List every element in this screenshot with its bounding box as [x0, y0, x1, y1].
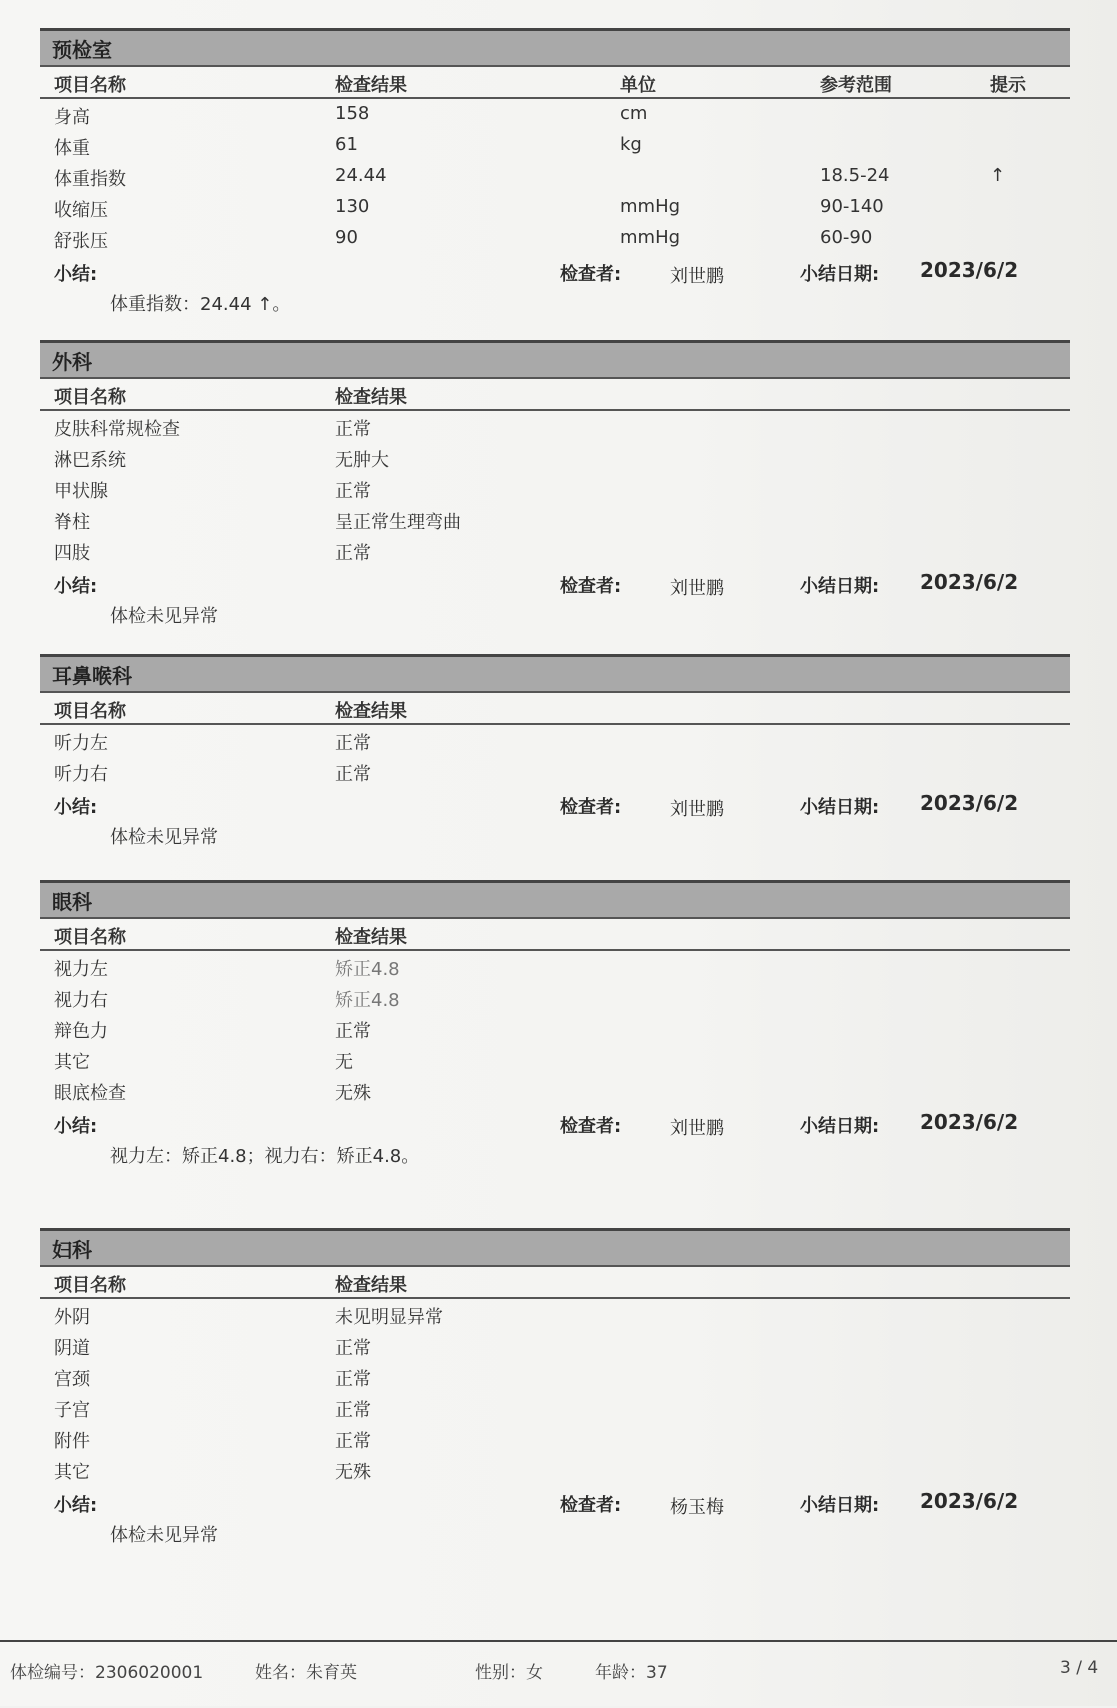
examiner-label: 检查者: [560, 264, 622, 285]
header-name: 项目名称 [54, 701, 126, 722]
table-row [40, 192, 1070, 223]
summary-block [40, 1485, 1070, 1549]
item-name: 收缩压 [54, 200, 108, 221]
item-result: 130 [335, 196, 370, 217]
item-name: 其它 [54, 1462, 90, 1483]
header-result: 检查结果 [335, 387, 407, 408]
item-name: 视力右 [54, 990, 108, 1011]
item-result: 正常 [335, 1021, 371, 1042]
item-result: 未见明显异常 [335, 1307, 443, 1328]
item-name: 阴道 [54, 1338, 90, 1359]
summary-date: 2023/6/2 [920, 1110, 1019, 1134]
date-label: 小结日期: [800, 1116, 880, 1137]
examiner-name: 杨玉梅 [670, 1497, 724, 1518]
patient-gender: 性别：女 [475, 1663, 543, 1683]
section-eye [40, 880, 1070, 1170]
patient-age: 年龄：37 [595, 1663, 668, 1683]
table-row [40, 442, 1070, 473]
date-label: 小结日期: [800, 576, 880, 597]
table-row [40, 1361, 1070, 1392]
item-result: 正常 [335, 419, 371, 440]
item-name: 其它 [54, 1052, 90, 1073]
item-result: 正常 [335, 1338, 371, 1359]
column-headers [40, 379, 1070, 411]
summary-block [40, 787, 1070, 851]
section-title: 预检室 [40, 28, 1070, 67]
item-name: 淋巴系统 [54, 450, 126, 471]
table-row [40, 223, 1070, 254]
item-name: 辩色力 [54, 1021, 108, 1042]
item-name: 眼底检查 [54, 1083, 126, 1104]
table-row [40, 951, 1070, 982]
item-result: 无肿大 [335, 450, 389, 471]
item-unit: kg [620, 134, 642, 155]
table-row [40, 1330, 1070, 1361]
summary-label: 小结: [54, 797, 98, 818]
summary-label: 小结: [54, 576, 98, 597]
item-name: 甲状腺 [54, 481, 108, 502]
item-result: 正常 [335, 764, 371, 785]
summary-text: 体检未见异常 [110, 827, 218, 848]
item-result: 90 [335, 227, 358, 248]
table-row [40, 161, 1070, 192]
item-name: 附件 [54, 1431, 90, 1452]
column-headers [40, 919, 1070, 951]
item-name: 听力左 [54, 733, 108, 754]
item-result: 正常 [335, 1369, 371, 1390]
summary-date: 2023/6/2 [920, 791, 1019, 815]
table-row [40, 411, 1070, 442]
item-result: 无 [335, 1052, 353, 1073]
header-name: 项目名称 [54, 75, 126, 96]
section-title: 耳鼻喉科 [40, 654, 1070, 693]
item-name: 体重指数 [54, 169, 126, 190]
item-result: 正常 [335, 481, 371, 502]
item-unit: mmHg [620, 227, 681, 248]
item-name: 舒张压 [54, 231, 108, 252]
item-result: 矫正4.8 [335, 990, 400, 1011]
section-title: 外科 [40, 340, 1070, 379]
summary-label: 小结: [54, 264, 98, 285]
item-unit: mmHg [620, 196, 681, 217]
examiner-name: 刘世鹏 [670, 578, 724, 599]
item-result: 呈正常生理弯曲 [335, 512, 461, 533]
examiner-label: 检查者: [560, 1116, 622, 1137]
table-row [40, 756, 1070, 787]
item-name: 身高 [54, 107, 90, 128]
item-name: 皮肤科常规检查 [54, 419, 180, 440]
item-range: 60-90 [820, 227, 873, 248]
table-row [40, 1423, 1070, 1454]
item-result: 正常 [335, 1431, 371, 1452]
summary-text: 体检未见异常 [110, 1525, 218, 1546]
item-result: 正常 [335, 543, 371, 564]
summary-text: 体重指数：24.44 ↑。 [110, 294, 291, 315]
column-headers [40, 67, 1070, 99]
item-name: 脊柱 [54, 512, 90, 533]
table-row [40, 1013, 1070, 1044]
summary-text: 视力左：矫正4.8；视力右：矫正4.8。 [110, 1146, 420, 1167]
item-result: 24.44 [335, 165, 387, 186]
item-name: 子宫 [54, 1400, 90, 1421]
table-row [40, 504, 1070, 535]
item-name: 宫颈 [54, 1369, 90, 1390]
table-row [40, 473, 1070, 504]
summary-date: 2023/6/2 [920, 1489, 1019, 1513]
item-result: 无殊 [335, 1083, 371, 1104]
section-gyn [40, 1228, 1070, 1549]
summary-block [40, 1106, 1070, 1170]
item-unit: cm [620, 103, 648, 124]
header-name: 项目名称 [54, 1275, 126, 1296]
summary-date: 2023/6/2 [920, 570, 1019, 594]
table-row [40, 1044, 1070, 1075]
item-range: 90-140 [820, 196, 884, 217]
date-label: 小结日期: [800, 1495, 880, 1516]
page-footer [0, 1640, 1117, 1708]
section-prelim [40, 28, 1070, 318]
item-name: 四肢 [54, 543, 90, 564]
header-name: 项目名称 [54, 927, 126, 948]
examiner-label: 检查者: [560, 797, 622, 818]
table-row [40, 130, 1070, 161]
header-result: 检查结果 [335, 701, 407, 722]
table-row [40, 725, 1070, 756]
column-headers [40, 693, 1070, 725]
date-label: 小结日期: [800, 797, 880, 818]
date-label: 小结日期: [800, 264, 880, 285]
examiner-name: 刘世鹏 [670, 266, 724, 287]
header-name: 项目名称 [54, 387, 126, 408]
header-result: 检查结果 [335, 75, 407, 96]
item-name: 体重 [54, 138, 90, 159]
table-row [40, 535, 1070, 566]
header-result: 检查结果 [335, 927, 407, 948]
section-title: 眼科 [40, 880, 1070, 919]
patient-name: 姓名：朱育英 [255, 1663, 357, 1683]
summary-label: 小结: [54, 1495, 98, 1516]
page-number: 3 / 4 [1060, 1658, 1099, 1678]
table-row [40, 99, 1070, 130]
item-result: 无殊 [335, 1462, 371, 1483]
section-title: 妇科 [40, 1228, 1070, 1267]
item-range: 18.5-24 [820, 165, 890, 186]
item-name: 视力左 [54, 959, 108, 980]
item-name: 外阴 [54, 1307, 90, 1328]
item-result: 正常 [335, 733, 371, 754]
item-name: 听力右 [54, 764, 108, 785]
section-ent [40, 654, 1070, 851]
summary-block [40, 566, 1070, 630]
table-row [40, 1299, 1070, 1330]
column-headers [40, 1267, 1070, 1299]
summary-label: 小结: [54, 1116, 98, 1137]
examiner-name: 刘世鹏 [670, 1118, 724, 1139]
header-hint: 提示 [990, 75, 1026, 96]
table-row [40, 1454, 1070, 1485]
exam-number: 体检编号：2306020001 [10, 1663, 204, 1683]
summary-text: 体检未见异常 [110, 606, 218, 627]
table-row [40, 1075, 1070, 1106]
item-result: 158 [335, 103, 370, 124]
examiner-name: 刘世鹏 [670, 799, 724, 820]
header-range: 参考范围 [820, 75, 892, 96]
header-unit: 单位 [620, 75, 656, 96]
item-hint: ↑ [990, 165, 1006, 186]
item-result: 61 [335, 134, 358, 155]
table-row [40, 1392, 1070, 1423]
examiner-label: 检查者: [560, 1495, 622, 1516]
header-result: 检查结果 [335, 1275, 407, 1296]
summary-block [40, 254, 1070, 318]
section-surgery [40, 340, 1070, 630]
summary-date: 2023/6/2 [920, 258, 1019, 282]
table-row [40, 982, 1070, 1013]
item-result: 正常 [335, 1400, 371, 1421]
examiner-label: 检查者: [560, 576, 622, 597]
item-result: 矫正4.8 [335, 959, 400, 980]
